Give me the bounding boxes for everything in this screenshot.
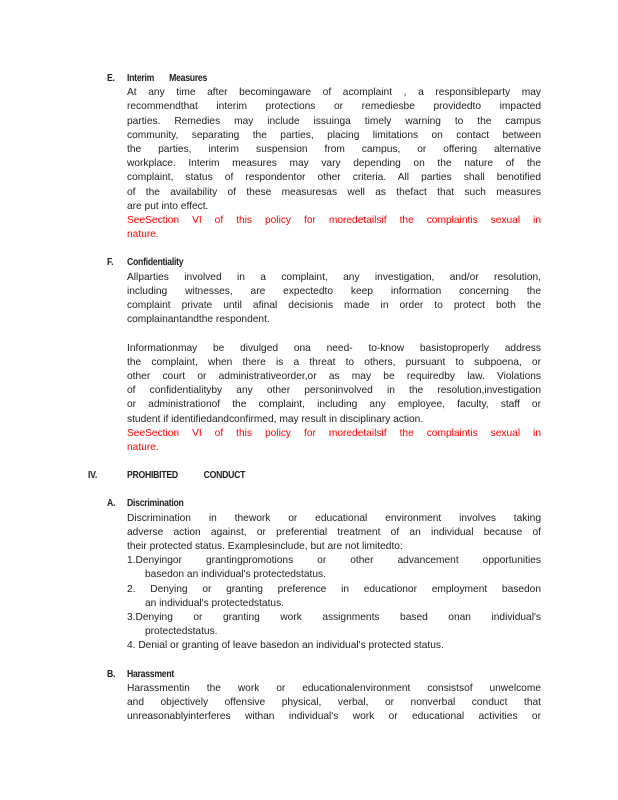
text-line: 2. Denying or granting preference in educationor employment basedon <box>127 583 541 595</box>
text-line: community, separating the parties, placing limitations on contact between <box>127 129 541 141</box>
paragraph <box>127 271 541 328</box>
document-content <box>88 72 541 724</box>
section-heading-row <box>88 469 541 483</box>
section-heading: PROHIBITED CONDUCT <box>127 470 246 482</box>
section-heading-row <box>107 256 541 270</box>
section-heading: Interim Measures <box>127 73 208 84</box>
paragraph <box>127 682 541 725</box>
text-line: complaint, status of respondentor other criteria. All parties shall benotified <box>127 172 541 184</box>
text-line: At any time after becomingaware of acomplaint , a responsibleparty may <box>127 87 541 99</box>
section-heading: Harassment <box>127 668 175 680</box>
paragraph <box>127 512 541 555</box>
text-line: complainantandthe respondent. <box>127 314 270 326</box>
text-line: complaint private until afinal decisionis made in order to protect both the <box>127 300 541 312</box>
text-line: 3.Denying or granting work assignments based onan individual's <box>127 612 541 624</box>
text-line: 1.Denyingor grantingpromotions or other advancement opportunities <box>127 555 541 567</box>
text-line: of the availability of these measuresas well as thefact that such measures <box>127 186 541 198</box>
section-heading-row <box>107 72 541 86</box>
text-line: student if identifiedandconfirmed, may result in disciplinary action. <box>127 413 424 425</box>
text-line: the parties, interim suspension from campus, or offering alternative <box>127 144 541 155</box>
paragraph <box>127 342 541 427</box>
section-heading: Discrimination <box>127 498 184 510</box>
section-label: B. <box>107 668 116 680</box>
text-line: basedon an individual's protectedstatus. <box>145 569 326 581</box>
text-line: or administrationof the complaint, including any employee, faculty, staff or <box>127 399 541 411</box>
section-prohibited-conduct <box>88 469 541 483</box>
text-line: Harassmentin the work or educationalenvironment consistsof unwelcome <box>127 682 541 694</box>
section-heading-row <box>107 497 541 511</box>
red-notice-paragraph <box>127 427 541 455</box>
section-harassment <box>107 668 541 725</box>
text-line: Allparties involved in a complaint, any investigation, and/or resolution, <box>127 271 541 283</box>
paragraph <box>127 86 541 214</box>
red-notice-paragraph <box>127 214 541 242</box>
text-line: Informationmay be divulged ona need- to-know basistoproperly address <box>127 342 541 354</box>
text-line: Discrimination in thework or educational environment involves taking <box>127 512 541 524</box>
text-line: workplace. Interim measures may vary depending on the nature of the <box>127 158 541 170</box>
text-line: of confidentialityby any other personinvolved in the resolution,investigation <box>127 385 541 397</box>
text-line: are put into effect. <box>127 200 209 212</box>
section-heading-row <box>107 668 541 682</box>
section-confidentiality <box>107 256 541 455</box>
text-line: adverse action against, or preferential treatment of an individual because of <box>127 526 541 538</box>
section-label: A. <box>107 498 116 510</box>
section-label: IV. <box>88 470 98 482</box>
text-line: parties. Remedies may include issuinga timely warning to the campus <box>127 115 541 127</box>
text-line: their protected status. Examplesinclude, but are not limitedto: <box>127 541 403 553</box>
text-line: nature. <box>127 229 159 241</box>
text-line: recommendthat interim protections or remediesbe providedto impacted <box>127 101 541 113</box>
section-label: F. <box>107 257 114 269</box>
section-label: E. <box>107 73 115 84</box>
text-line: protectedstatus. <box>145 626 218 638</box>
text-line: the complaint, when there is a threat to others, pursuant to subpoena, or <box>127 356 541 368</box>
text-line: 4. Denial or granting of leave basedon an individual's protected status. <box>127 640 444 652</box>
text-line: unreasonablyinterferes withan individual's work or educational activities or <box>127 711 541 723</box>
text-line: an individual's protectedstatus. <box>145 597 284 609</box>
section-interim-measures <box>107 72 541 242</box>
text-line: nature. <box>127 442 159 454</box>
text-line: other court or administrativeorder,or as may be requiredby law. Violations <box>127 371 541 383</box>
text-line: SeeSection VI of this policy for moredetailsif the complaintis sexual in <box>127 215 541 227</box>
paragraph <box>127 554 541 653</box>
text-line: and objectively offensive physical, verbal, or nonverbal conduct that <box>127 697 541 709</box>
section-heading: Confidentiality <box>127 257 184 269</box>
text-line: SeeSection VI of this policy for moredetailsif the complaintis sexual in <box>127 427 541 439</box>
section-discrimination <box>107 497 541 653</box>
text-line: including witnesses, are expectedto keep information concerning the <box>127 285 541 297</box>
